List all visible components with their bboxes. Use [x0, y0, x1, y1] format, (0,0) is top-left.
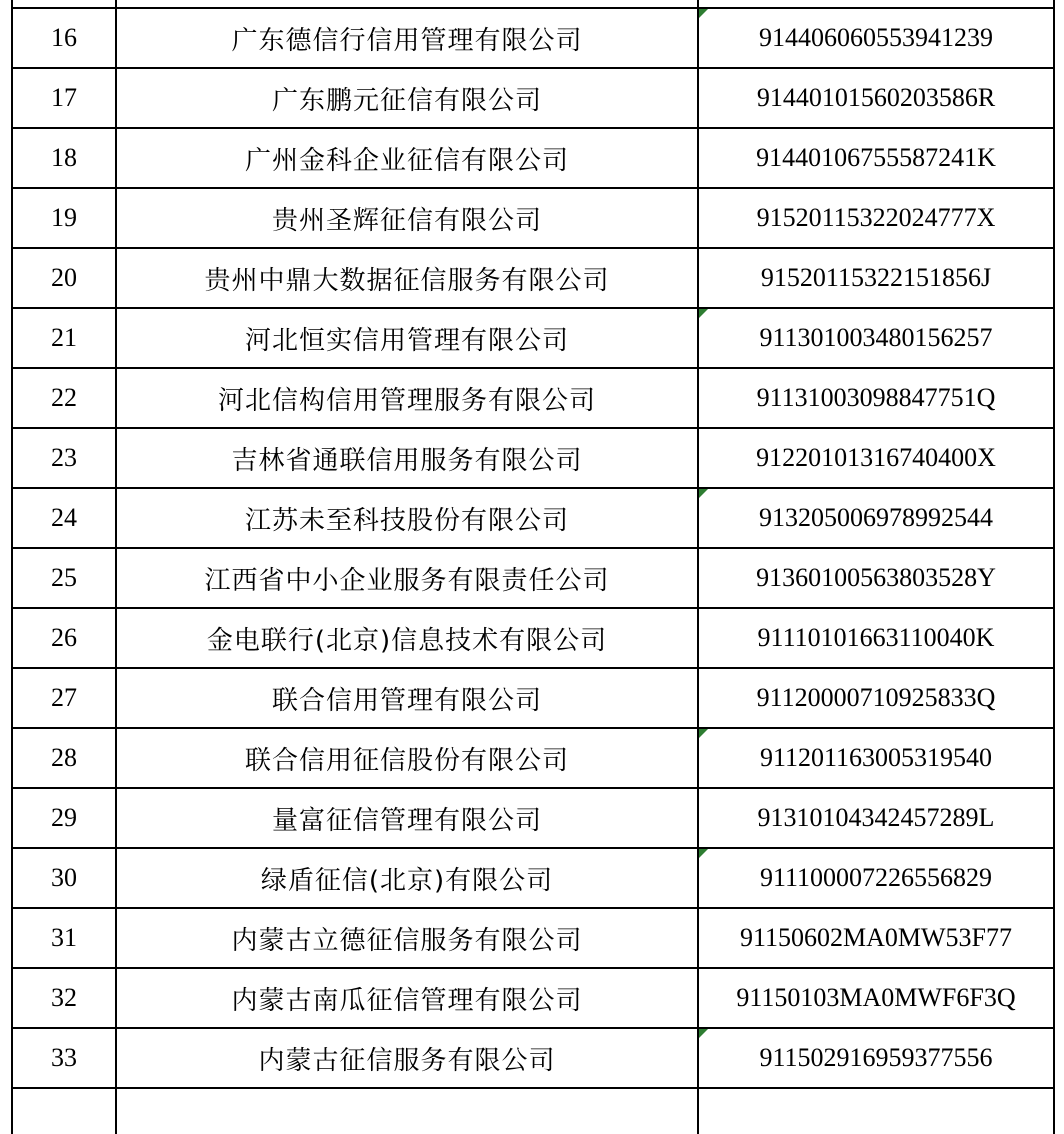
credit-code-cell	[698, 1028, 1054, 1088]
row-number-cell: 29	[12, 788, 116, 848]
row-number-cell: 33	[12, 1028, 116, 1088]
cell-error-indicator-icon	[699, 849, 708, 858]
company-name-cell: 金电联行(北京)信息技术有限公司	[116, 608, 698, 668]
table-row	[12, 608, 1054, 668]
credit-code-text: 91131003098847751Q	[756, 383, 996, 412]
row-number-cell: 17	[12, 68, 116, 128]
company-name-cell: 广东德信行信用管理有限公司	[116, 8, 698, 68]
credit-code-cell	[698, 668, 1054, 728]
table-row	[12, 308, 1054, 368]
table-row	[12, 968, 1054, 1028]
table-row	[12, 0, 1054, 8]
company-name-cell	[116, 0, 698, 8]
credit-code-text: 91440106755587241K	[756, 143, 996, 172]
row-number-cell	[12, 0, 116, 8]
row-number-cell: 27	[12, 668, 116, 728]
cell-error-indicator-icon	[699, 1029, 708, 1038]
company-name-cell: 河北信构信用管理服务有限公司	[116, 368, 698, 428]
credit-code-text: 91220101316740400X	[756, 443, 996, 472]
table-row	[12, 908, 1054, 968]
table-row	[12, 188, 1054, 248]
credit-code-cell	[698, 368, 1054, 428]
credit-agency-table	[11, 0, 1055, 1134]
credit-code-cell	[698, 608, 1054, 668]
company-name-cell: 内蒙古征信服务有限公司	[116, 1028, 698, 1088]
table-row	[12, 1088, 1054, 1134]
cell-error-indicator-icon	[699, 729, 708, 738]
credit-code-text: 91150103MA0MWF6F3Q	[736, 983, 1016, 1012]
row-number-cell: 19	[12, 188, 116, 248]
table-row	[12, 368, 1054, 428]
credit-code-text: 91520115322024777X	[756, 203, 996, 232]
company-name-cell: 量富征信管理有限公司	[116, 788, 698, 848]
table-body	[12, 0, 1054, 1134]
row-number-cell: 31	[12, 908, 116, 968]
table-row	[12, 248, 1054, 308]
table-row	[12, 68, 1054, 128]
credit-code-cell	[698, 848, 1054, 908]
table-row	[12, 8, 1054, 68]
credit-code-cell	[698, 188, 1054, 248]
credit-code-cell	[698, 488, 1054, 548]
credit-code-cell	[698, 788, 1054, 848]
table-row	[12, 848, 1054, 908]
cell-error-indicator-icon	[699, 309, 708, 318]
credit-code-text: 911201163005319540	[759, 743, 993, 772]
table-row	[12, 548, 1054, 608]
credit-code-text: 91310104342457289L	[757, 803, 995, 832]
cell-error-indicator-icon	[699, 489, 708, 498]
row-number-cell: 16	[12, 8, 116, 68]
company-name-cell: 吉林省通联信用服务有限公司	[116, 428, 698, 488]
company-name-cell	[116, 1088, 698, 1134]
row-number-cell: 20	[12, 248, 116, 308]
row-number-cell: 24	[12, 488, 116, 548]
credit-code-cell	[698, 308, 1054, 368]
company-name-cell: 贵州中鼎大数据征信服务有限公司	[116, 248, 698, 308]
table-row	[12, 788, 1054, 848]
company-name-cell: 江西省中小企业服务有限责任公司	[116, 548, 698, 608]
table-row	[12, 728, 1054, 788]
company-name-cell: 联合信用征信股份有限公司	[116, 728, 698, 788]
credit-code-cell	[698, 248, 1054, 308]
company-name-cell: 江苏未至科技股份有限公司	[116, 488, 698, 548]
company-name-cell: 内蒙古立德征信服务有限公司	[116, 908, 698, 968]
credit-code-text: 91150602MA0MW53F77	[739, 923, 1013, 952]
company-name-cell: 广东鹏元征信有限公司	[116, 68, 698, 128]
credit-code-cell	[698, 548, 1054, 608]
credit-code-text: 91120000710925833Q	[756, 683, 996, 712]
row-number-cell: 23	[12, 428, 116, 488]
credit-code-text: 91520115322151856J	[760, 263, 992, 292]
credit-code-text: 91440101560203586R	[756, 83, 996, 112]
company-name-cell: 联合信用管理有限公司	[116, 668, 698, 728]
row-number-cell: 21	[12, 308, 116, 368]
credit-code-text: 911502916959377556	[759, 1043, 993, 1072]
credit-code-cell	[698, 728, 1054, 788]
credit-code-cell	[698, 0, 1054, 8]
credit-code-text: 911301003480156257	[759, 323, 993, 352]
credit-code-cell	[698, 428, 1054, 488]
credit-code-cell	[698, 1088, 1054, 1134]
table-row	[12, 428, 1054, 488]
cell-error-indicator-icon	[699, 9, 708, 18]
credit-code-text: 91110101663110040K	[757, 623, 995, 652]
row-number-cell: 26	[12, 608, 116, 668]
credit-code-text: 913205006978992544	[759, 503, 993, 532]
table-row	[12, 668, 1054, 728]
table-row	[12, 488, 1054, 548]
credit-code-cell	[698, 8, 1054, 68]
company-name-cell: 绿盾征信(北京)有限公司	[116, 848, 698, 908]
credit-code-cell	[698, 128, 1054, 188]
credit-code-text: 91360100563803528Y	[756, 563, 996, 592]
credit-code-text: 914406060553941239	[759, 23, 993, 52]
company-name-cell: 广州金科企业征信有限公司	[116, 128, 698, 188]
row-number-cell	[12, 1088, 116, 1134]
row-number-cell: 18	[12, 128, 116, 188]
row-number-cell: 28	[12, 728, 116, 788]
row-number-cell: 32	[12, 968, 116, 1028]
credit-code-cell	[698, 908, 1054, 968]
row-number-cell: 22	[12, 368, 116, 428]
credit-code-cell	[698, 68, 1054, 128]
row-number-cell: 30	[12, 848, 116, 908]
row-number-cell: 25	[12, 548, 116, 608]
company-name-cell: 内蒙古南瓜征信管理有限公司	[116, 968, 698, 1028]
credit-code-cell	[698, 968, 1054, 1028]
company-name-cell: 河北恒实信用管理有限公司	[116, 308, 698, 368]
table-row	[12, 128, 1054, 188]
credit-code-text: 911100007226556829	[759, 863, 993, 892]
company-name-cell: 贵州圣辉征信有限公司	[116, 188, 698, 248]
table-row	[12, 1028, 1054, 1088]
